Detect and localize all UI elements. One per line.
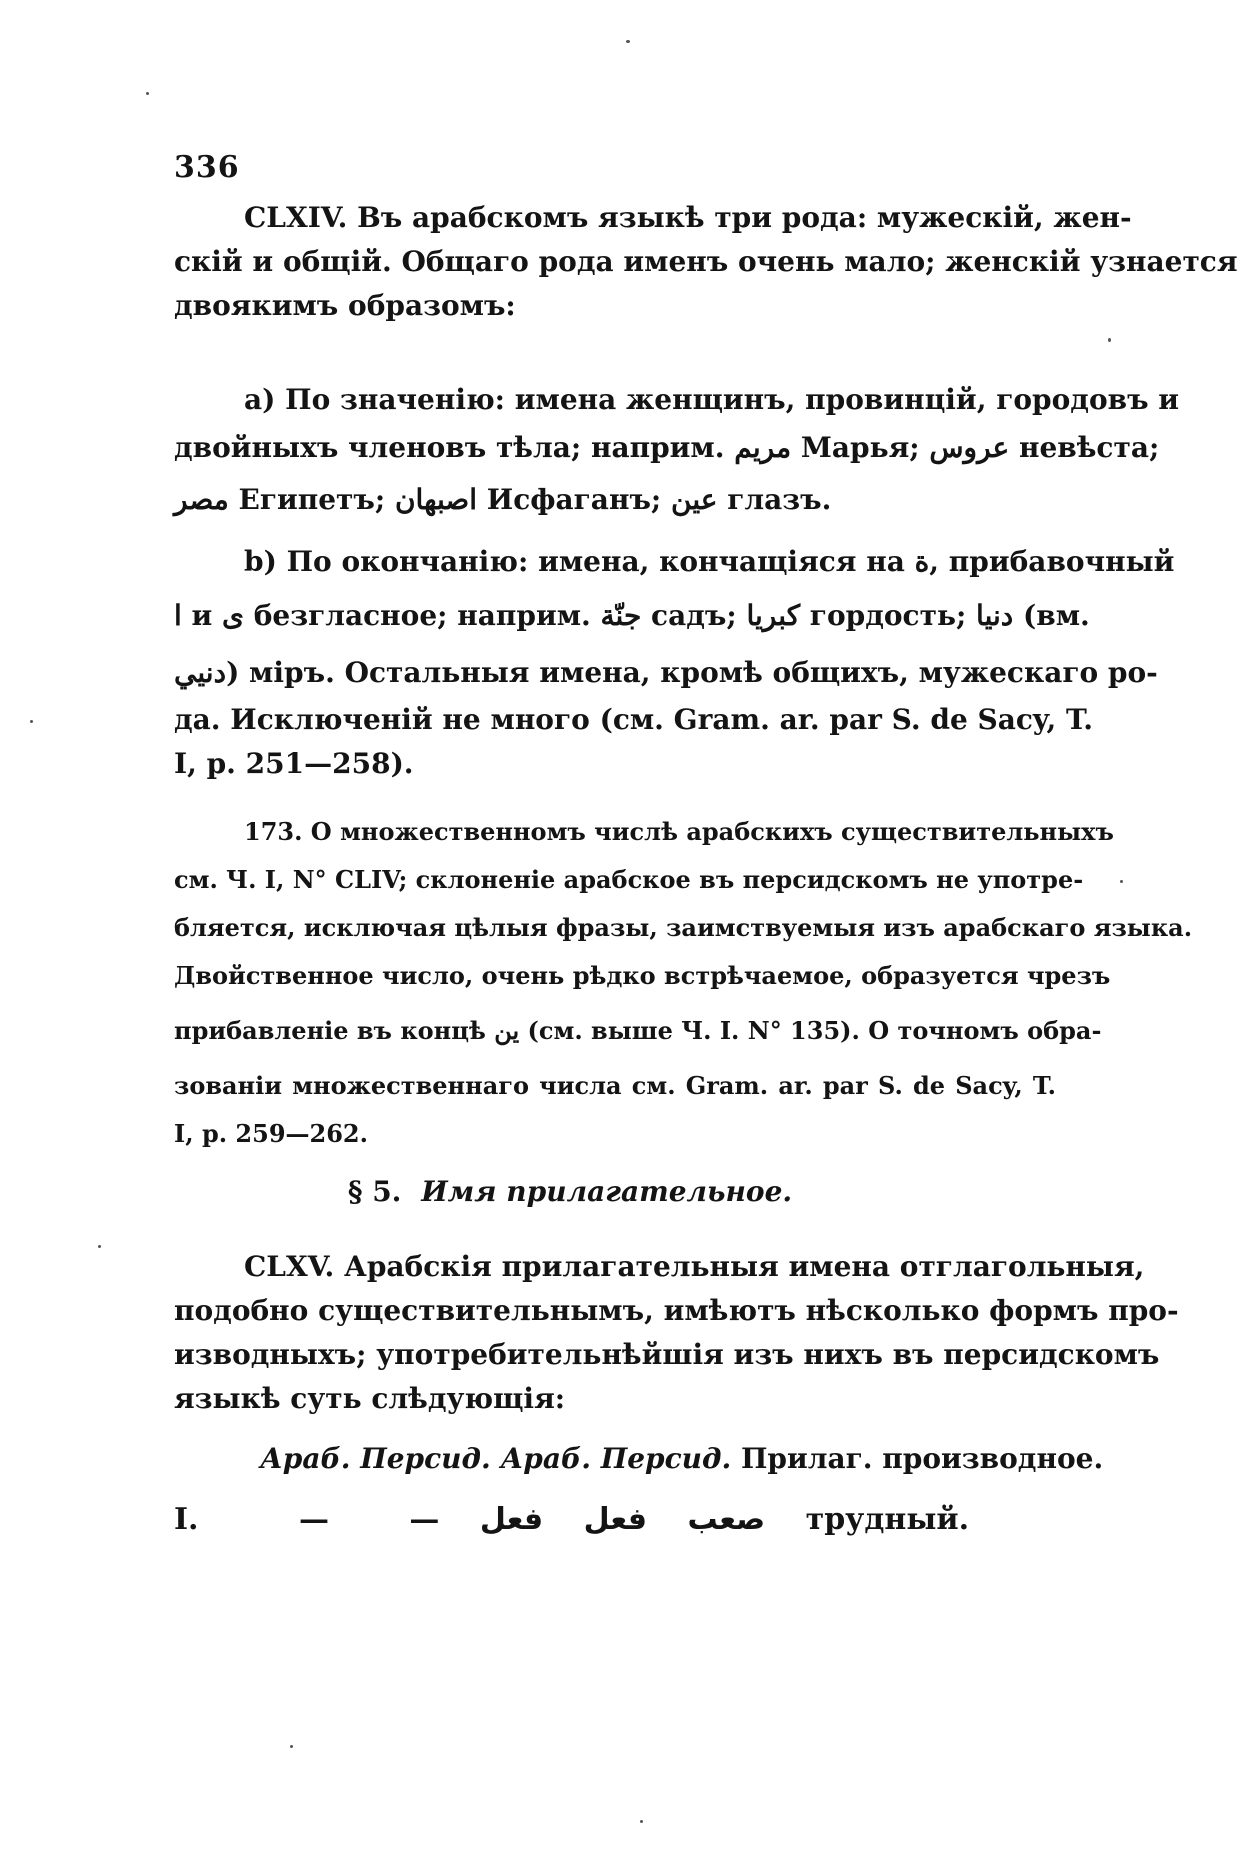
paragraph-line: I, p. 259—262.: [174, 1119, 368, 1148]
col-header: Араб.: [260, 1442, 351, 1475]
paragraph-line: 173. О множественномъ числѣ арабскихъ существительныхъ: [244, 817, 1114, 846]
row-persid: —: [409, 1502, 440, 1537]
paragraph-line: CLXV. Арабскія прилагательныя имена отглагольныя,: [244, 1250, 1145, 1283]
paragraph-line: прибавленіе въ концѣ ين (см. выше Ч. I. N° 135). О точномъ обра-: [174, 1016, 1102, 1045]
paragraph-line: a) По значенію: имена женщинъ, провинцій, городовъ и: [244, 383, 1180, 416]
section-clxiv-item-b: [174, 540, 1175, 786]
row-number: I.: [174, 1502, 199, 1537]
paragraph-line: ا и ى безгласное; наприм. جنّة садъ; كبريا гордость; دنيا (вм.: [174, 599, 1090, 632]
col-header: Персид.: [360, 1442, 491, 1475]
paragraph-line: см. Ч. I, N° CLIV; склоненіе арабское въ персидскомъ не употре-: [174, 865, 1084, 894]
section-title: Имя прилагательное.: [421, 1175, 793, 1208]
row-arab: —: [298, 1502, 329, 1537]
scan-speck: [1108, 338, 1111, 342]
paragraph-line: b) По окончанію: имена, кончащіяся на ة, прибавочный: [244, 545, 1175, 578]
scan-speck: [626, 40, 630, 43]
table-row: [174, 1502, 970, 1537]
paragraph-line: бляется, исключая цѣлыя фразы, заимствуемыя изъ арабскаго языка.: [174, 913, 1193, 942]
paragraph-line: دنيي) міръ. Остальныя имена, кромѣ общихъ, мужескаго ро-: [174, 656, 1158, 689]
table-header: [260, 1442, 1103, 1475]
section-number: § 5.: [347, 1175, 402, 1208]
paragraph-line: скій и общій. Общаго рода именъ очень мало; женскій узнается: [174, 245, 1238, 278]
paragraph-line: зованіи множественнаго числа см. Gram. ar. par S. de Sacy, T.: [174, 1071, 1056, 1100]
paragraph-line: مصر Египетъ; اصبهان Исфаганъ; عين глазъ.: [174, 483, 832, 516]
paragraph-line: подобно существительнымъ, имѣютъ нѣсколько формъ про-: [174, 1294, 1179, 1327]
section-clxiv-item-a: [174, 378, 1180, 526]
scan-speck: [146, 92, 149, 95]
scan-speck: [640, 1820, 643, 1823]
paragraph-line: изводныхъ; употребительнѣйшія изъ нихъ въ персидскомъ: [174, 1338, 1160, 1371]
col-header: Прилаг. производное.: [740, 1442, 1104, 1475]
note-173: [174, 808, 1193, 1158]
paragraph-line: Двойственное число, очень рѣдко встрѣчаемое, образуется чрезъ: [174, 961, 1111, 990]
paragraph-line: да. Исключеній не много (см. Gram. ar. par S. de Sacy, T.: [174, 703, 1093, 736]
scan-speck: [98, 1245, 101, 1248]
paragraph-line: двойныхъ членовъ тѣла; наприм. مريم Марья; عروس невѣста;: [174, 431, 1160, 464]
col-header: Персид.: [600, 1442, 732, 1475]
col-header: Араб.: [500, 1442, 591, 1475]
paragraph-line: двоякимъ образомъ:: [174, 289, 516, 322]
paragraph-line: I, p. 251—258).: [174, 747, 414, 780]
paragraph-line: языкѣ суть слѣдующія:: [174, 1382, 566, 1415]
scan-speck: [290, 1745, 293, 1748]
row-translation: трудный.: [805, 1502, 970, 1537]
section-clxv: [174, 1245, 1179, 1421]
paragraph-line: CLXIV. Въ арабскомъ языкѣ три рода: мужескій, жен-: [244, 201, 1132, 234]
section-heading: [0, 1175, 1140, 1208]
scan-speck: [30, 720, 33, 723]
row-example: صعب: [687, 1502, 766, 1537]
row-arab-form: فعل: [479, 1502, 544, 1537]
row-persid-form: فعل: [583, 1502, 648, 1537]
section-clxiv: [174, 196, 1238, 328]
scan-speck: [1120, 880, 1123, 883]
page-number: 336: [174, 150, 240, 185]
